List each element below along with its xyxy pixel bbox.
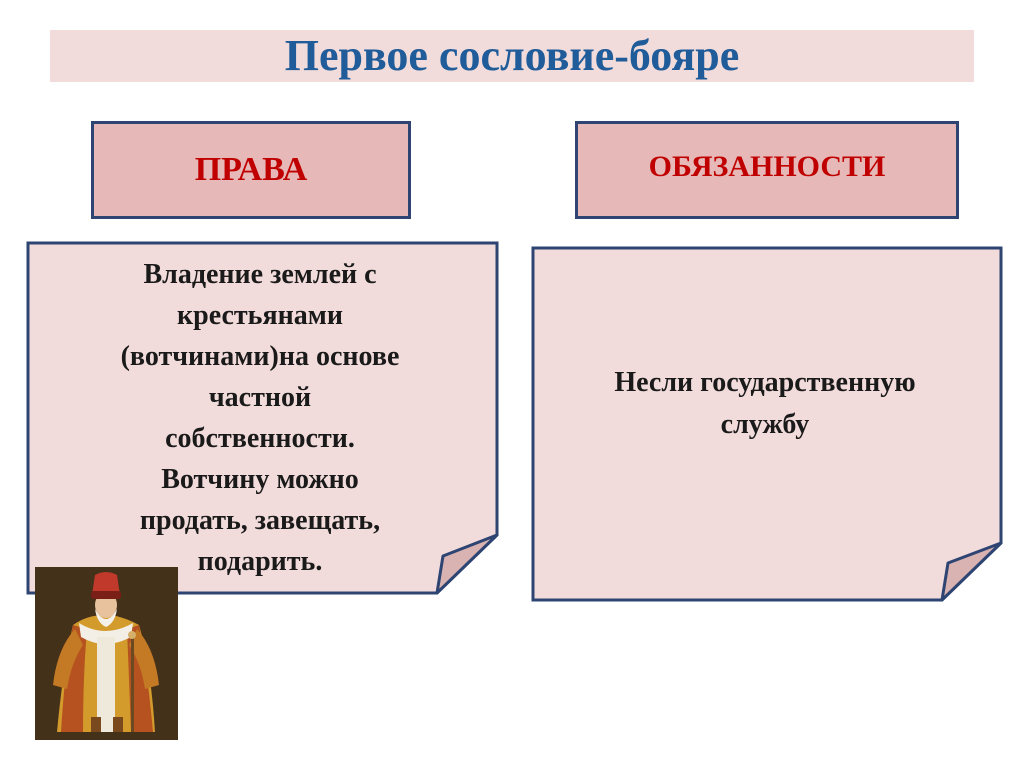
rights-line: (вотчинами)на основе — [120, 341, 400, 372]
rights-line: собственности. — [165, 423, 355, 454]
rights-line: Владение землей с — [143, 259, 377, 290]
rights-line: продать, завещать, — [139, 505, 381, 536]
rights-line: крестьянами — [177, 300, 343, 331]
rights-text — [55, 254, 465, 582]
boyar-portrait-image — [35, 567, 178, 740]
duties-line: Несли государственную — [614, 367, 916, 398]
page-title: Первое сословие-бояре — [284, 31, 740, 80]
rights-line: частной — [208, 382, 312, 413]
duties-header: ОБЯЗАННОСТИ — [575, 121, 959, 219]
duties-text — [545, 362, 985, 446]
rights-line: подарить. — [197, 546, 323, 577]
rights-header: ПРАВА — [91, 121, 411, 219]
duties-line: службу — [720, 409, 810, 440]
rights-line: Вотчину можно — [161, 464, 359, 495]
